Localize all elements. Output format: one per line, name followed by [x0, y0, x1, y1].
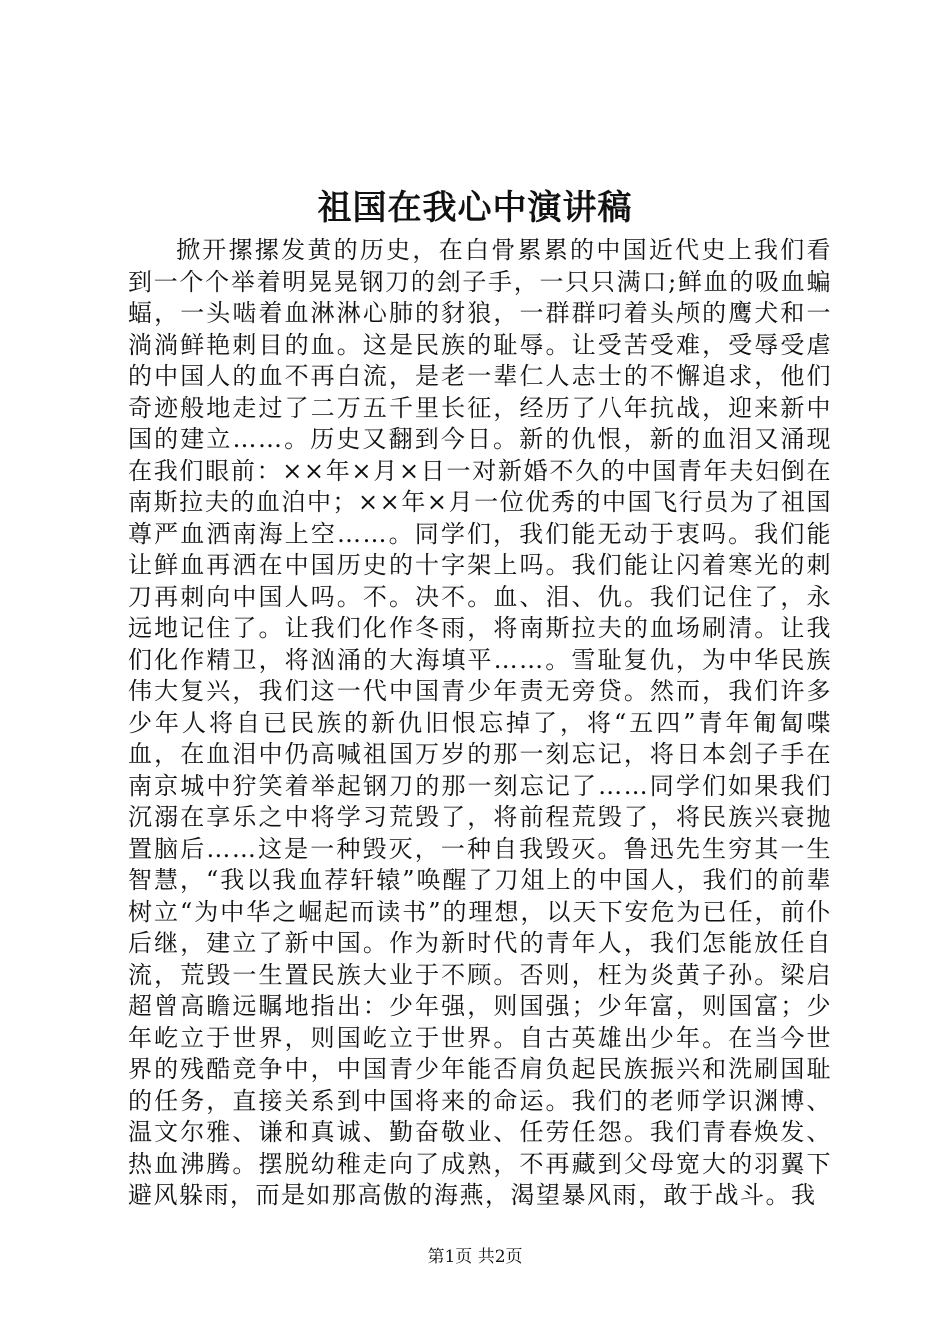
body-paragraph: 掀开摞摞发黄的历史，在白骨累累的中国近代史上我们看到一个个举着明晃晃钢刀的刽子手，一只只满口;鲜血的吸血蝙蝠，一头啮着血淋淋心肺的豺狼，一群群叼着头颅的鹰犬和一淌淌鲜艳刺目的血。这是民族的耻辱。让受苦受难，受辱受虐的中国人的血不再白流，是老一辈仁人志士的不懈追求，他们奇迹般地走过了二万五千里长征，经历了八年抗战，迎来新中国的建立……。历史又翻到今日。新的仇恨，新的血泪又涌现在我们眼前：××年×月×日一对新婚不久的中国青年夫妇倒在南斯拉夫的血泊中；××年×月一位优秀的中国飞行员为了祖国尊严血洒南海上空……。同学们，我们能无动于衷吗。我们能让鲜血再洒在中国历史的十字架上吗。我们能让闪着寒光的刺刀再刺向中国人吗。不。决不。血、泪、仇。我们记住了，永远地记住了。让我们化作冬雨，将南斯拉夫的血场刷清。让我们化作精卫，将汹涌的大海填平……。雪耻复仇，为中华民族伟大复兴，我们这一代中国青少年责无旁贷。然而，我们许多少年人将自已民族的新仇旧恨忘掉了，将“五四”青年匍匐喋血，在血泪中仍高喊祖国万岁的那一刻忘记，将日本刽子手在南京城中狞笑着举起钢刀的那一刻忘记了……同学们如果我们沉溺在享乐之中将学习荒毁了，将前程荒毁了，将民族兴衰抛置脑后……这是一种毁灭，一种自我毁灭。鲁迅先生穷其一生智慧，“我以我血荐轩辕”唤醒了刀俎上的中国人，我们的前辈树立“为中华之崛起而读书”的理想，以天下安危为已任，前仆后继，建立了新中国。作为新时代的青年人，我们怎能放任自流，荒毁一生置民族大业于不顾。否则，枉为炎黄子孙。梁启超曾高瞻远瞩地指出：少年强，则国强；少年富，则国富；少年屹立于世界，则国屹立于世界。自古英雄出少年。在当今世界的残酷竞争中，中国青少年能否肩负起民族振兴和洗刷国耻的任务，直接关系到中国将来的命运。我们的老师学识渊博、温文尔雅、谦和真诚、勤奋敬业、任劳任怨。我们青春焕发、热血沸腾。摆脱幼稚走向了成熟，不再藏到父母宽大的羽翼下避风躲雨，而是如那高傲的海燕，渴望暴风雨，敢于战斗。我	[128, 236, 832, 1209]
document-title: 祖国在我心中演讲稿	[317, 188, 633, 228]
page-footer: 第1页 共2页	[427, 1247, 523, 1267]
